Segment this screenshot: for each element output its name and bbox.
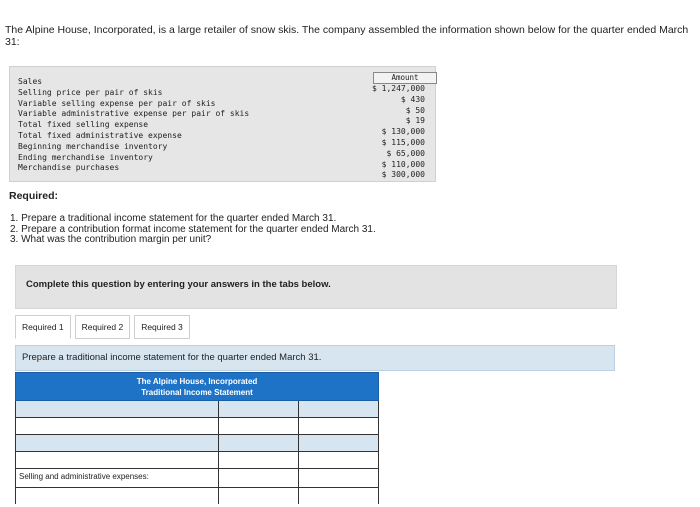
statement-row [15, 435, 379, 452]
data-label: Total fixed administrative expense [18, 130, 182, 140]
statement-header [15, 372, 379, 401]
data-label: Total fixed selling expense [18, 120, 149, 130]
instruction-text: Complete this question by entering your answers in the tabs below. [26, 279, 331, 290]
data-value: $ 300,000 [381, 170, 425, 180]
row-mid-cell [219, 401, 299, 417]
row-amount-cell [299, 469, 378, 487]
data-label: Ending merchandise inventory [18, 152, 153, 162]
tab-required-2[interactable]: Required 2 [75, 315, 131, 339]
tab-instruction-bar [15, 345, 615, 371]
row-mid-cell [219, 469, 299, 487]
row-amount-cell[interactable] [299, 488, 378, 504]
row-label-input[interactable] [19, 488, 218, 504]
required-heading: Required: [9, 190, 59, 202]
instruction-panel [15, 265, 617, 309]
data-label: Variable selling expense per pair of skis [18, 98, 216, 108]
row-amount-cell[interactable] [299, 452, 378, 468]
row-label-cell[interactable] [16, 488, 219, 504]
amount-column-header: Amount [373, 72, 437, 84]
data-label: Variable administrative expense per pair of skis [18, 109, 250, 119]
data-value: $ 65,000 [386, 148, 425, 158]
statement-row-section [15, 469, 379, 488]
row-amount-cell[interactable] [299, 435, 378, 451]
row-label-cell[interactable] [16, 418, 219, 434]
data-value: $ 130,000 [381, 127, 425, 137]
data-labels [18, 77, 249, 174]
required-list [10, 214, 376, 246]
requirement-tabs [15, 315, 194, 339]
tab-required-1[interactable]: Required 1 [15, 315, 71, 339]
data-value: $ 1,247,000 [372, 84, 425, 93]
row-mid-cell [219, 488, 299, 504]
income-statement-table [15, 372, 379, 504]
required-item: 1. Prepare a traditional income statement for the quarter ended March 31. [10, 213, 337, 224]
row-label-input[interactable] [19, 401, 218, 417]
row-label-cell[interactable] [16, 452, 219, 468]
problem-intro: The Alpine House, Incorporated, is a large retailer of snow skis. The company assembled the information shown below for the quarter ended March 31: [5, 24, 689, 48]
data-value: $ 115,000 [381, 137, 425, 147]
row-label-input[interactable] [19, 452, 218, 468]
data-value: $ 19 [405, 116, 425, 126]
section-label: Selling and administrative expenses: [16, 469, 219, 487]
data-value: $ 50 [405, 105, 425, 115]
data-label: Selling price per pair of skis [18, 87, 163, 97]
row-mid-cell [219, 452, 299, 468]
row-label-input[interactable] [19, 435, 218, 451]
statement-row [15, 452, 379, 469]
row-amount-cell[interactable] [299, 401, 378, 417]
statement-row [15, 418, 379, 435]
data-value: $ 110,000 [381, 159, 425, 169]
data-label: Merchandise purchases [18, 163, 120, 173]
row-mid-cell [219, 435, 299, 451]
statement-row [15, 401, 379, 418]
statement-title: Traditional Income Statement [141, 388, 253, 397]
row-amount-input[interactable] [299, 491, 378, 507]
row-mid-cell [219, 418, 299, 434]
data-label: Beginning merchandise inventory [18, 141, 168, 151]
row-label-input[interactable] [19, 418, 218, 434]
row-amount-cell[interactable] [299, 418, 378, 434]
given-data-table [9, 66, 436, 182]
row-label-cell[interactable] [16, 401, 219, 417]
data-label: Sales [18, 77, 43, 86]
data-value: $ 430 [400, 94, 425, 104]
statement-company: The Alpine House, Incorporated [136, 377, 258, 386]
data-values [372, 84, 425, 181]
row-label-cell[interactable] [16, 435, 219, 451]
tab-instruction-text: Prepare a traditional income statement for the quarter ended March 31. [22, 352, 322, 363]
required-item: 3. What was the contribution margin per unit? [10, 234, 212, 245]
required-item: 2. Prepare a contribution format income statement for the quarter ended March 31. [10, 223, 376, 235]
statement-row [15, 488, 379, 504]
tab-required-3[interactable]: Required 3 [134, 315, 190, 339]
